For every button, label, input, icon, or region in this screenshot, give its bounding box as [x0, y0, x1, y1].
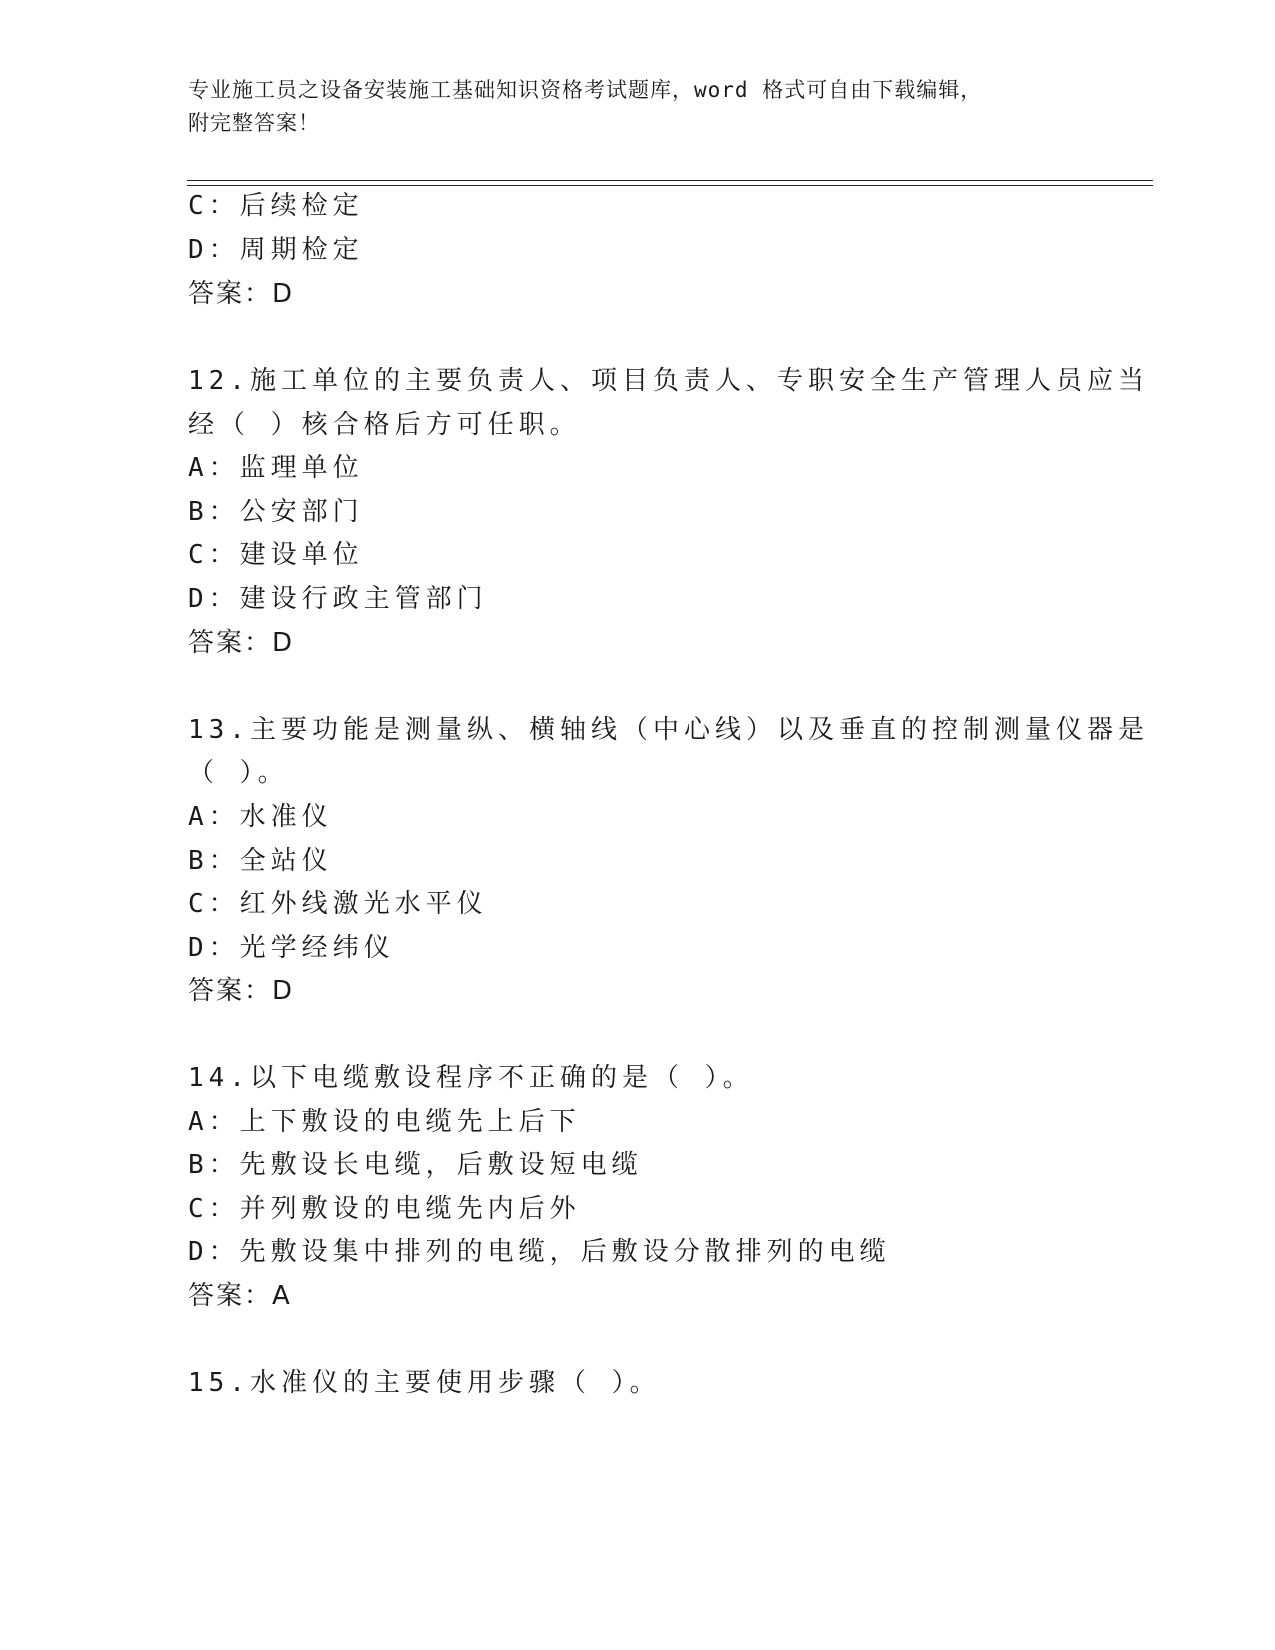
- header-line-2: 附完整答案！: [188, 111, 320, 135]
- q12-stem-line-1: 12.施工单位的主要负责人、项目负责人、专职安全生产管理人员应当: [188, 366, 1149, 396]
- q14-answer: 答案：A: [188, 1281, 292, 1311]
- q13-option-c: C：红外线激光水平仪: [188, 889, 488, 919]
- prev-answer: 答案：D: [188, 279, 295, 309]
- q12-answer: 答案：D: [188, 628, 295, 658]
- q12-option-c: C：建设单位: [188, 540, 364, 570]
- q14-option-a: A：上下敷设的电缆先上后下: [188, 1107, 581, 1137]
- header-divider-top: [187, 180, 1153, 181]
- q14-option-d: D：先敷设集中排列的电缆，后敷设分散排列的电缆: [188, 1237, 891, 1267]
- q13-option-b: B：全站仪: [188, 846, 333, 876]
- q14-stem-line-1: 14.以下电缆敷设程序不正确的是（ ）。: [188, 1063, 754, 1093]
- q12-option-d: D：建设行政主管部门: [188, 584, 488, 614]
- prev-option-c: C：后续检定: [188, 191, 364, 221]
- q13-stem-line-1: 13.主要功能是测量纵、横轴线（中心线）以及垂直的控制测量仪器是: [188, 715, 1149, 745]
- q13-stem-line-2: （ ）。: [188, 758, 289, 788]
- q13-option-d: D：光学经纬仪: [188, 933, 395, 963]
- q15-stem-line-1: 15.水准仪的主要使用步骤（ ）。: [188, 1368, 661, 1398]
- q12-option-b: B：公安部门: [188, 497, 364, 527]
- header-line-1: 专业施工员之设备安装施工基础知识资格考试题库，word 格式可自由下载编辑，: [188, 78, 983, 102]
- q14-option-c: C：并列敷设的电缆先内后外: [188, 1194, 581, 1224]
- q12-stem-line-2: 经（ ）核合格后方可任职。: [188, 410, 581, 440]
- q12-option-a: A：监理单位: [188, 453, 364, 483]
- q13-answer: 答案：D: [188, 976, 295, 1006]
- prev-option-d: D：周期检定: [188, 235, 364, 265]
- q14-option-b: B：先敷设长电缆，后敷设短电缆: [188, 1150, 643, 1180]
- q13-option-a: A：水准仪: [188, 802, 333, 832]
- header-divider-bottom: [187, 185, 1153, 186]
- document-header: [188, 74, 1088, 140]
